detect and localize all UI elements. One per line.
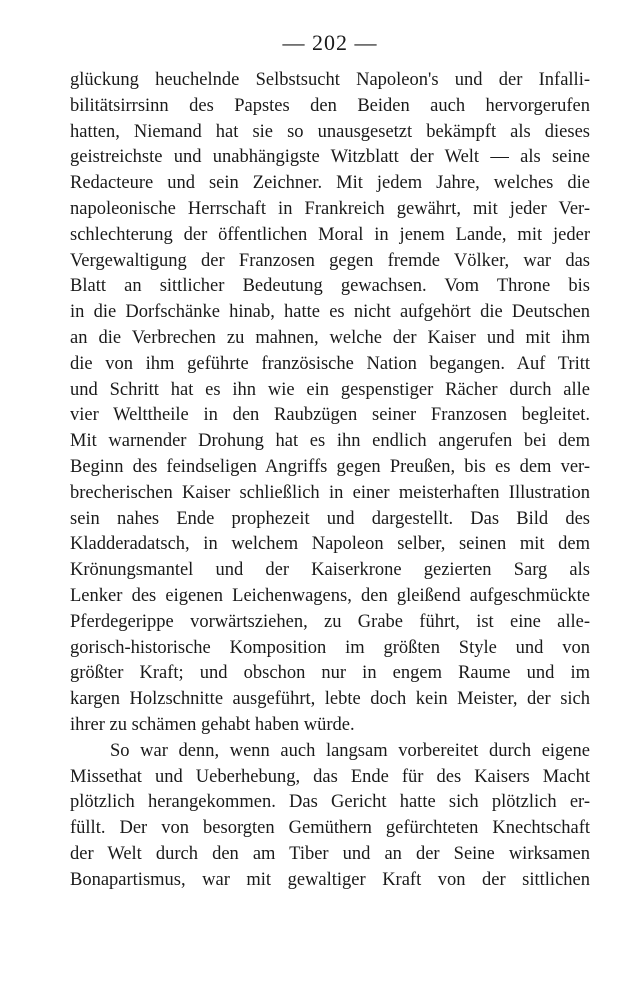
text-line: So war denn, wenn auch langsam vorbereitet durch eigene (110, 740, 590, 761)
text-line: ihrer zu schämen gehabt haben würde. (70, 714, 355, 735)
text-line: der Welt durch den am Tiber und an der Seine wirksamen (70, 843, 590, 864)
text-line: größter Kraft; und obschon nur in engem Raume und im (70, 663, 590, 684)
text-line: Krönungsmantel und der Kaiserkrone gezierten Sarg als (70, 560, 590, 581)
text-line: geistreichste und unabhängigste Witzblatt der Welt — als seine (70, 147, 590, 168)
text-line: plötzlich herangekommen. Das Gericht hatte sich plötzlich er- (70, 792, 590, 813)
text-line: bilitätsirrsinn des Papstes den Beiden auch hervorgerufen (70, 95, 590, 116)
text-line: Vergewaltigung der Franzosen gegen fremde Völker, war das (70, 250, 590, 271)
page-number: — 202 — (282, 30, 378, 55)
text-line: glückung heuchelnde Selbstsucht Napoleon's und der Infalli- (70, 70, 590, 90)
text-line: Missethat und Ueberhebung, das Ende für des Kaisers Macht (70, 766, 590, 787)
text-line: Pferdegerippe vorwärtsziehen, zu Grabe führt, ist eine alle- (70, 611, 590, 632)
text-line: kargen Holzschnitte ausgeführt, lebte doch kein Meister, der sich (70, 689, 590, 710)
text-line: Blatt an sittlicher Bedeutung gewachsen. Vom Throne bis (70, 276, 590, 297)
text-line: Kladderadatsch, in welchem Napoleon selber, seinen mit dem (70, 534, 590, 555)
text-line: schlechterung der öffentlichen Moral in jenem Lande, mit jeder (70, 224, 590, 245)
text-line: Redacteure und sein Zeichner. Mit jedem Jahre, welches die (70, 173, 590, 194)
text-line: vier Welttheile in den Raubzügen seiner Franzosen begleitet. (70, 405, 590, 426)
text-line: Beginn des feindseligen Angriffs gegen Preußen, bis es dem ver- (70, 456, 590, 477)
text-line: an die Verbrechen zu mahnen, welche der Kaiser und mit ihm (70, 327, 590, 348)
text-line: sein nahes Ende prophezeit und dargestellt. Das Bild des (70, 508, 590, 529)
text-line: gorisch-historische Komposition im größten Style und von (70, 637, 590, 658)
text-line: Bonapartismus, war mit gewaltiger Kraft von der sittlichen (70, 869, 590, 890)
text-line: Mit warnender Drohung hat es ihn endlich angerufen bei dem (70, 431, 590, 452)
text-line: in die Dorfschänke hinab, hatte es nicht aufgehört die Deutschen (70, 302, 590, 323)
text-line: hatten, Niemand hat sie so unausgesetzt bekämpft als dieses (70, 121, 590, 142)
text-line: die von ihm geführte französische Nation begangen. Auf Tritt (70, 353, 590, 374)
text-line: Lenker des eigenen Leichenwagens, den gleißend aufgeschmückte (70, 585, 590, 606)
text-line: brecherischen Kaiser schließlich in einer meisterhaften Illustration (70, 482, 590, 503)
text-line: napoleonische Herrschaft in Frankreich gewährt, mit jeder Ver- (70, 198, 590, 219)
text-line: und Schritt hat es ihn wie ein gespenstiger Rächer durch alle (70, 379, 590, 400)
body-text (70, 68, 590, 894)
text-line: füllt. Der von besorgten Gemüthern gefürchteten Knechtschaft (70, 818, 590, 839)
